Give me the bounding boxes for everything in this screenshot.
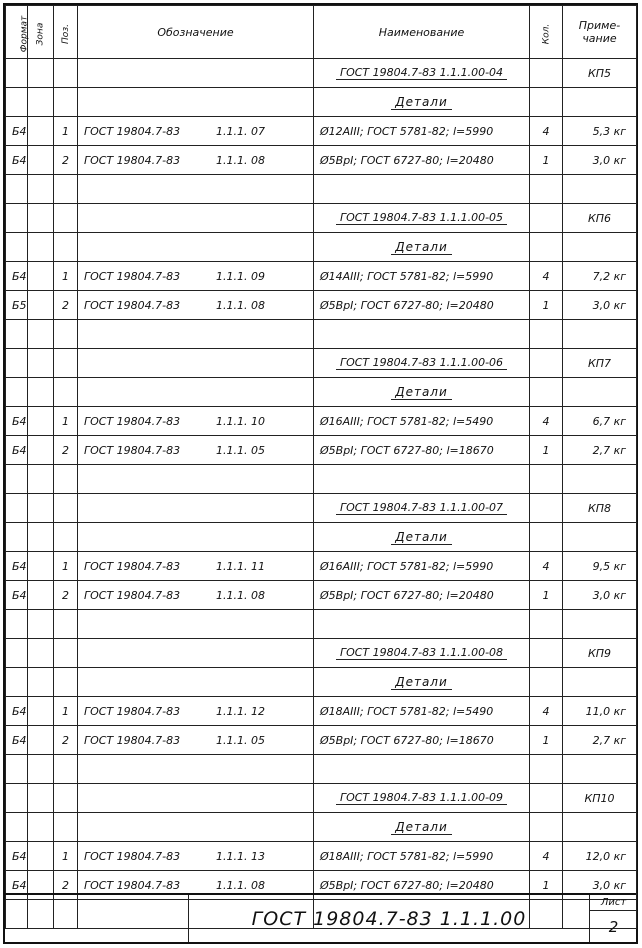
- format-cell: [6, 88, 28, 117]
- section-title-cell: [314, 813, 530, 842]
- designation-code: 1.1.1. 10: [216, 414, 265, 428]
- header-row: [6, 6, 637, 59]
- zone-cell: [28, 668, 54, 697]
- table-row: [6, 697, 637, 726]
- qty-cell: 4: [530, 552, 563, 581]
- format-cell: [6, 610, 28, 639]
- name-cell: Ø16АIII; ГОСТ 5781-82; l=5490: [314, 407, 530, 436]
- assembly-name-cell: [314, 784, 530, 813]
- name-cell: [314, 755, 530, 784]
- header-name: Наименование: [314, 6, 530, 59]
- zone-cell: [28, 610, 54, 639]
- assembly-name-cell: [314, 349, 530, 378]
- designation-cell: [78, 639, 314, 668]
- format-cell: Б4: [6, 726, 28, 755]
- designation-cell: [78, 88, 314, 117]
- qty-cell: [530, 610, 563, 639]
- table-row: [6, 842, 637, 871]
- designation-standard: ГОСТ 19804.7-83: [84, 124, 181, 138]
- assembly-row: [6, 639, 637, 668]
- table-row: [6, 291, 637, 320]
- qty-cell: 1: [530, 291, 563, 320]
- qty-cell: 1: [530, 726, 563, 755]
- name-cell: Ø12АIII; ГОСТ 5781-82; l=5990: [314, 117, 530, 146]
- sheet-box: [589, 895, 637, 942]
- designation-cell: [78, 146, 314, 175]
- note-cell: [563, 465, 637, 494]
- pos-cell: [54, 784, 78, 813]
- section-title-cell-text: Детали: [391, 675, 452, 690]
- qty-cell: 1: [530, 146, 563, 175]
- designation-cell: [78, 523, 314, 552]
- section-title-cell-text: Детали: [391, 530, 452, 545]
- pos-cell: 2: [54, 726, 78, 755]
- designation-cell: [78, 610, 314, 639]
- note-cell: 2,7 кг: [563, 436, 637, 465]
- format-cell: [6, 320, 28, 349]
- format-cell: [6, 465, 28, 494]
- name-cell: Ø14АIII; ГОСТ 5781-82; l=5990: [314, 262, 530, 291]
- specification-sheet: [3, 3, 638, 944]
- designation-code: 1.1.1. 07: [216, 124, 265, 138]
- section-title-cell-text: Детали: [391, 95, 452, 110]
- pos-cell: [54, 204, 78, 233]
- blank-row: [6, 755, 637, 784]
- section-title-cell-text: Детали: [391, 240, 452, 255]
- pos-cell: 1: [54, 552, 78, 581]
- designation-code: 1.1.1. 12: [216, 704, 265, 718]
- designation-cell: [78, 436, 314, 465]
- designation-cell: [78, 59, 314, 88]
- pos-cell: 1: [54, 407, 78, 436]
- assembly-row: [6, 59, 637, 88]
- format-cell: Б4: [6, 697, 28, 726]
- designation-code: 1.1.1. 08: [216, 588, 265, 602]
- format-cell: [6, 378, 28, 407]
- pos-cell: [54, 465, 78, 494]
- assembly-row: [6, 204, 637, 233]
- name-cell: [314, 320, 530, 349]
- designation-cell: [78, 175, 314, 204]
- designation-code: 1.1.1. 05: [216, 443, 265, 457]
- section-row: [6, 233, 637, 262]
- assembly-row: [6, 349, 637, 378]
- name-cell: Ø18АIII; ГОСТ 5781-82; l=5990: [314, 842, 530, 871]
- assembly-name-cell-text: ГОСТ 19804.7-83 1.1.1.00-05: [336, 211, 507, 225]
- name-cell: Ø5ВрI; ГОСТ 6727-80; l=20480: [314, 871, 530, 900]
- format-cell: [6, 204, 28, 233]
- pos-cell: [54, 175, 78, 204]
- name-cell: [314, 175, 530, 204]
- designation-code: 1.1.1. 05: [216, 733, 265, 747]
- zone-cell: [28, 552, 54, 581]
- blank-row: [6, 465, 637, 494]
- note-cell: [563, 610, 637, 639]
- designation-cell: [78, 726, 314, 755]
- assembly-name-cell: [314, 494, 530, 523]
- format-cell: Б4: [6, 581, 28, 610]
- designation-standard: ГОСТ 19804.7-83: [84, 443, 181, 457]
- qty-cell: 4: [530, 407, 563, 436]
- title-block-left: [5, 895, 189, 942]
- table-row: [6, 552, 637, 581]
- header-designation: Обозначение: [78, 6, 314, 59]
- designation-cell: [78, 320, 314, 349]
- pos-cell: 1: [54, 262, 78, 291]
- note-cell: [563, 668, 637, 697]
- zone-cell: [28, 436, 54, 465]
- qty-cell: [530, 494, 563, 523]
- name-cell: Ø5ВрI; ГОСТ 6727-80; l=20480: [314, 146, 530, 175]
- note-cell: 12,0 кг: [563, 842, 637, 871]
- pos-cell: [54, 88, 78, 117]
- zone-cell: [28, 842, 54, 871]
- note-cell: [563, 378, 637, 407]
- blank-row: [6, 320, 637, 349]
- section-row: [6, 378, 637, 407]
- designation-standard: ГОСТ 19804.7-83: [84, 153, 181, 167]
- format-cell: Б5: [6, 291, 28, 320]
- designation-standard: ГОСТ 19804.7-83: [84, 298, 181, 312]
- name-cell: Ø5ВрI; ГОСТ 6727-80; l=18670: [314, 436, 530, 465]
- pos-cell: [54, 610, 78, 639]
- designation-cell: [78, 233, 314, 262]
- assembly-name-cell-text: ГОСТ 19804.7-83 1.1.1.00-08: [336, 646, 507, 660]
- pos-cell: [54, 59, 78, 88]
- assembly-name-cell-text: ГОСТ 19804.7-83 1.1.1.00-07: [336, 501, 507, 515]
- title-block: [5, 893, 636, 942]
- designation-cell: [78, 378, 314, 407]
- section-title-cell-text: Детали: [391, 385, 452, 400]
- zone-cell: [28, 262, 54, 291]
- pos-cell: 2: [54, 581, 78, 610]
- section-title-cell: [314, 668, 530, 697]
- header-zone: Зона: [28, 6, 54, 59]
- zone-cell: [28, 291, 54, 320]
- designation-standard: ГОСТ 19804.7-83: [84, 878, 181, 892]
- qty-cell: [530, 784, 563, 813]
- note-cell: 2,7 кг: [563, 726, 637, 755]
- format-cell: Б4: [6, 146, 28, 175]
- zone-cell: [28, 726, 54, 755]
- designation-standard: ГОСТ 19804.7-83: [84, 733, 181, 747]
- qty-cell: 1: [530, 436, 563, 465]
- qty-cell: [530, 175, 563, 204]
- note-cell: 3,0 кг: [563, 146, 637, 175]
- designation-code: 1.1.1. 09: [216, 269, 265, 283]
- format-cell: [6, 523, 28, 552]
- format-cell: [6, 639, 28, 668]
- format-cell: Б4: [6, 842, 28, 871]
- document-designation: ГОСТ 19804.7-83 1.1.1.00: [251, 907, 527, 930]
- zone-cell: [28, 146, 54, 175]
- zone-cell: [28, 581, 54, 610]
- designation-standard: ГОСТ 19804.7-83: [84, 414, 181, 428]
- note-cell: [563, 88, 637, 117]
- qty-cell: 4: [530, 262, 563, 291]
- table-row: [6, 726, 637, 755]
- zone-cell: [28, 813, 54, 842]
- pos-cell: [54, 320, 78, 349]
- assembly-name-cell-text: ГОСТ 19804.7-83 1.1.1.00-06: [336, 356, 507, 370]
- section-title-cell-text: Детали: [391, 820, 452, 835]
- format-cell: Б4: [6, 407, 28, 436]
- designation-cell: [78, 552, 314, 581]
- designation-cell: [78, 291, 314, 320]
- designation-cell: [78, 262, 314, 291]
- qty-cell: [530, 813, 563, 842]
- pos-cell: [54, 813, 78, 842]
- zone-cell: [28, 407, 54, 436]
- qty-cell: 4: [530, 842, 563, 871]
- designation-cell: [78, 668, 314, 697]
- name-cell: [314, 610, 530, 639]
- zone-cell: [28, 320, 54, 349]
- name-cell: [314, 465, 530, 494]
- section-row: [6, 523, 637, 552]
- specification-table: [5, 5, 637, 929]
- qty-cell: 4: [530, 697, 563, 726]
- note-cell: 6,7 кг: [563, 407, 637, 436]
- assembly-row: [6, 784, 637, 813]
- assembly-note-cell: КП6: [563, 204, 637, 233]
- note-cell: 9,5 кг: [563, 552, 637, 581]
- qty-cell: [530, 59, 563, 88]
- name-cell: Ø16АIII; ГОСТ 5781-82; l=5990: [314, 552, 530, 581]
- note-cell: 3,0 кг: [563, 871, 637, 900]
- zone-cell: [28, 784, 54, 813]
- pos-cell: 1: [54, 842, 78, 871]
- note-cell: 7,2 кг: [563, 262, 637, 291]
- qty-cell: [530, 755, 563, 784]
- assembly-note-cell: КП7: [563, 349, 637, 378]
- header-format: Формат: [6, 6, 28, 59]
- section-row: [6, 668, 637, 697]
- name-cell: Ø18АIII; ГОСТ 5781-82; l=5490: [314, 697, 530, 726]
- section-title-cell: [314, 523, 530, 552]
- format-cell: [6, 349, 28, 378]
- note-cell: [563, 320, 637, 349]
- designation-cell: [78, 494, 314, 523]
- format-cell: Б4: [6, 552, 28, 581]
- designation-cell: [78, 755, 314, 784]
- format-cell: [6, 668, 28, 697]
- zone-cell: [28, 117, 54, 146]
- qty-cell: [530, 349, 563, 378]
- pos-cell: 1: [54, 117, 78, 146]
- section-row: [6, 88, 637, 117]
- pos-cell: [54, 233, 78, 262]
- designation-cell: [78, 465, 314, 494]
- table-row: [6, 117, 637, 146]
- designation-cell: [78, 813, 314, 842]
- qty-cell: [530, 668, 563, 697]
- designation-cell: [78, 349, 314, 378]
- note-cell: [563, 175, 637, 204]
- pos-cell: [54, 755, 78, 784]
- note-cell: 3,0 кг: [563, 581, 637, 610]
- note-cell: [563, 813, 637, 842]
- header-qty: Кол.: [530, 6, 563, 59]
- designation-standard: ГОСТ 19804.7-83: [84, 269, 181, 283]
- format-cell: [6, 233, 28, 262]
- zone-cell: [28, 523, 54, 552]
- zone-cell: [28, 697, 54, 726]
- designation-standard: ГОСТ 19804.7-83: [84, 588, 181, 602]
- format-cell: [6, 59, 28, 88]
- header-pos: Поз.: [54, 6, 78, 59]
- assembly-note-cell: КП8: [563, 494, 637, 523]
- zone-cell: [28, 349, 54, 378]
- section-title-cell: [314, 88, 530, 117]
- table-row: [6, 436, 637, 465]
- designation-cell: [78, 117, 314, 146]
- designation-cell: [78, 697, 314, 726]
- blank-row: [6, 175, 637, 204]
- designation-code: 1.1.1. 08: [216, 878, 265, 892]
- designation-cell: [78, 581, 314, 610]
- zone-cell: [28, 755, 54, 784]
- header-note: Приме- чание: [563, 6, 637, 59]
- format-cell: Б4: [6, 262, 28, 291]
- zone-cell: [28, 378, 54, 407]
- name-cell: Ø5ВрI; ГОСТ 6727-80; l=20480: [314, 291, 530, 320]
- pos-cell: [54, 668, 78, 697]
- assembly-note-cell: КП9: [563, 639, 637, 668]
- qty-cell: [530, 378, 563, 407]
- assembly-note-cell: КП10: [563, 784, 637, 813]
- designation-standard: ГОСТ 19804.7-83: [84, 704, 181, 718]
- name-cell: Ø5ВрI; ГОСТ 6727-80; l=20480: [314, 581, 530, 610]
- zone-cell: [28, 204, 54, 233]
- format-cell: Б4: [6, 117, 28, 146]
- format-cell: Б4: [6, 871, 28, 900]
- sheet-label: Лист: [590, 895, 637, 911]
- assembly-name-cell-text: ГОСТ 19804.7-83 1.1.1.00-09: [336, 791, 507, 805]
- pos-cell: [54, 494, 78, 523]
- qty-cell: [530, 465, 563, 494]
- section-row: [6, 813, 637, 842]
- designation-code: 1.1.1. 08: [216, 153, 265, 167]
- pos-cell: [54, 523, 78, 552]
- designation-cell: [78, 842, 314, 871]
- assembly-note-cell: КП5: [563, 59, 637, 88]
- format-cell: [6, 494, 28, 523]
- note-cell: 11,0 кг: [563, 697, 637, 726]
- table-row: [6, 146, 637, 175]
- qty-cell: 1: [530, 581, 563, 610]
- zone-cell: [28, 639, 54, 668]
- zone-cell: [28, 88, 54, 117]
- note-cell: 5,3 кг: [563, 117, 637, 146]
- pos-cell: 2: [54, 436, 78, 465]
- zone-cell: [28, 59, 54, 88]
- blank-row: [6, 610, 637, 639]
- zone-cell: [28, 233, 54, 262]
- pos-cell: 2: [54, 871, 78, 900]
- pos-cell: [54, 349, 78, 378]
- note-cell: [563, 233, 637, 262]
- qty-cell: [530, 233, 563, 262]
- table-row: [6, 407, 637, 436]
- qty-cell: [530, 320, 563, 349]
- pos-cell: [54, 639, 78, 668]
- designation-standard: ГОСТ 19804.7-83: [84, 849, 181, 863]
- qty-cell: [530, 88, 563, 117]
- assembly-name-cell-text: ГОСТ 19804.7-83 1.1.1.00-04: [336, 66, 507, 80]
- table-row: [6, 262, 637, 291]
- qty-cell: [530, 523, 563, 552]
- qty-cell: 1: [530, 871, 563, 900]
- section-title-cell: [314, 233, 530, 262]
- assembly-name-cell: [314, 639, 530, 668]
- section-title-cell: [314, 378, 530, 407]
- sheet-number: 2: [608, 918, 619, 936]
- zone-cell: [28, 465, 54, 494]
- pos-cell: 2: [54, 291, 78, 320]
- assembly-name-cell: [314, 204, 530, 233]
- format-cell: [6, 784, 28, 813]
- pos-cell: [54, 378, 78, 407]
- format-cell: [6, 175, 28, 204]
- zone-cell: [28, 175, 54, 204]
- assembly-row: [6, 494, 637, 523]
- name-cell: Ø5ВрI; ГОСТ 6727-80; l=18670: [314, 726, 530, 755]
- format-cell: [6, 813, 28, 842]
- table-row: [6, 581, 637, 610]
- pos-cell: 1: [54, 697, 78, 726]
- note-cell: 3,0 кг: [563, 291, 637, 320]
- note-cell: [563, 755, 637, 784]
- designation-code: 1.1.1. 11: [216, 559, 265, 573]
- qty-cell: [530, 204, 563, 233]
- qty-cell: 4: [530, 117, 563, 146]
- designation-code: 1.1.1. 13: [216, 849, 265, 863]
- zone-cell: [28, 494, 54, 523]
- qty-cell: [530, 639, 563, 668]
- assembly-name-cell: [314, 59, 530, 88]
- pos-cell: 2: [54, 146, 78, 175]
- note-cell: [563, 523, 637, 552]
- designation-code: 1.1.1. 08: [216, 298, 265, 312]
- designation-cell: [78, 407, 314, 436]
- format-cell: Б4: [6, 436, 28, 465]
- designation-cell: [78, 204, 314, 233]
- designation-cell: [78, 784, 314, 813]
- format-cell: [6, 755, 28, 784]
- designation-standard: ГОСТ 19804.7-83: [84, 559, 181, 573]
